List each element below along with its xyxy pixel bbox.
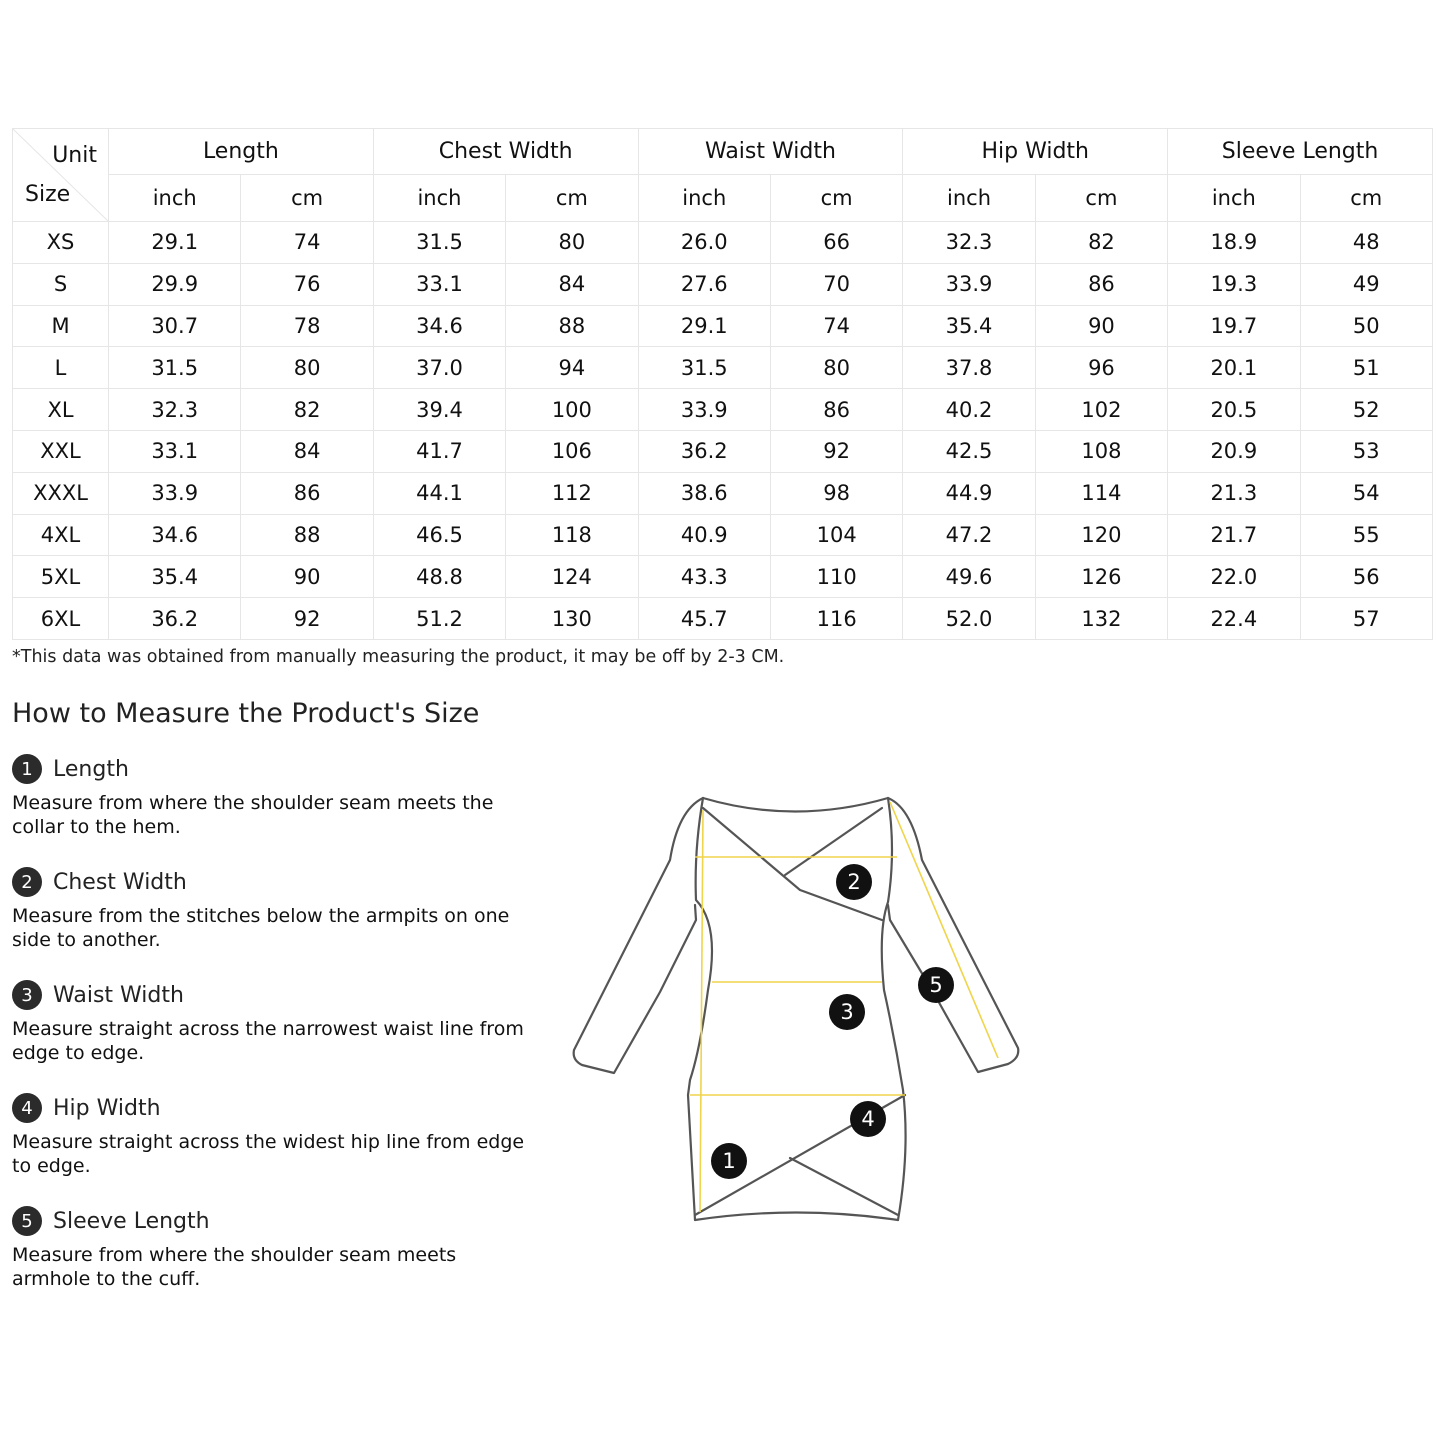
measurement-cell: 80	[770, 347, 902, 389]
number-badge-2-icon: 2	[12, 867, 42, 897]
unit-header: inch	[109, 175, 241, 222]
table-row	[13, 514, 1433, 556]
howto-item-chest-width	[12, 866, 532, 952]
measurement-cell: 118	[506, 514, 638, 556]
table-row	[13, 347, 1433, 389]
right-sleeve	[888, 798, 1018, 1072]
howto-item-description: Measure straight across the widest hip line from edge to edge.	[12, 1131, 525, 1177]
number-badge-5-icon: 5	[12, 1206, 42, 1236]
measurement-cell: 36.2	[638, 430, 770, 472]
right-body-edge	[882, 798, 906, 1220]
measurement-cell: 31.5	[638, 347, 770, 389]
number-badge-1-icon: 1	[12, 754, 42, 784]
measurement-cell: 80	[241, 347, 373, 389]
measurement-cell: 100	[506, 389, 638, 431]
size-cell: S	[13, 263, 109, 305]
unit-header: inch	[638, 175, 770, 222]
measurement-cell: 70	[770, 263, 902, 305]
size-cell: L	[13, 347, 109, 389]
measurement-cell: 29.1	[638, 305, 770, 347]
dress-measurement-diagram	[560, 780, 1040, 1240]
measurement-cell: 43.3	[638, 556, 770, 598]
measurement-cell: 51	[1300, 347, 1432, 389]
unit-header: cm	[506, 175, 638, 222]
neckline	[703, 798, 888, 812]
measurement-cell: 57	[1300, 598, 1432, 640]
marker-1-icon	[711, 1143, 747, 1179]
marker-3-icon	[829, 994, 865, 1030]
measurement-cell: 130	[506, 598, 638, 640]
measurement-cell: 29.9	[109, 263, 241, 305]
measurement-cell: 55	[1300, 514, 1432, 556]
measurement-cell: 88	[506, 305, 638, 347]
howto-item-hip-width	[12, 1092, 532, 1178]
measurement-cell: 104	[770, 514, 902, 556]
howto-item-description: Measure from where the shoulder seam meets armhole to the cuff.	[12, 1244, 457, 1290]
measurement-cell: 31.5	[109, 347, 241, 389]
measurement-cell: 116	[770, 598, 902, 640]
measurement-cell: 38.6	[638, 472, 770, 514]
measurement-cell: 48	[1300, 222, 1432, 264]
size-cell: XXXL	[13, 472, 109, 514]
howto-item-description: Measure from where the shoulder seam meets the collar to the hem.	[12, 792, 494, 838]
measurement-cell: 78	[241, 305, 373, 347]
howto-item-name: Waist Width	[53, 982, 184, 1008]
measurement-cell: 34.6	[373, 305, 505, 347]
header-sleeve-length: Sleeve Length	[1168, 129, 1433, 175]
wrap-line-upper-left	[703, 808, 882, 920]
hem	[695, 1213, 898, 1221]
measurement-cell: 90	[241, 556, 373, 598]
measurement-cell: 54	[1300, 472, 1432, 514]
unit-header-row	[13, 175, 1433, 222]
measurement-cell: 21.3	[1168, 472, 1300, 514]
table-row	[13, 263, 1433, 305]
measurement-cell: 32.3	[109, 389, 241, 431]
howto-item-length	[12, 753, 532, 839]
howto-item-waist-width	[12, 979, 532, 1065]
group-header-row	[13, 129, 1433, 175]
measurement-cell: 114	[1035, 472, 1167, 514]
left-sleeve	[574, 798, 703, 1073]
size-cell: M	[13, 305, 109, 347]
measurement-cell: 52	[1300, 389, 1432, 431]
measurement-cell: 102	[1035, 389, 1167, 431]
measurement-cell: 48.8	[373, 556, 505, 598]
measurement-cell: 44.1	[373, 472, 505, 514]
measurement-cell: 82	[241, 389, 373, 431]
svg-text:5: 5	[929, 973, 943, 997]
measurement-cell: 49.6	[903, 556, 1035, 598]
measurement-cell: 88	[241, 514, 373, 556]
svg-text:2: 2	[847, 870, 861, 894]
measurement-cell: 34.6	[109, 514, 241, 556]
measurement-cell: 41.7	[373, 430, 505, 472]
table-row	[13, 222, 1433, 264]
table-row	[13, 472, 1433, 514]
measurement-cell: 84	[241, 430, 373, 472]
measurement-cell: 40.9	[638, 514, 770, 556]
measurement-cell: 26.0	[638, 222, 770, 264]
measurement-cell: 20.5	[1168, 389, 1300, 431]
table-row	[13, 556, 1433, 598]
measurement-cell: 21.7	[1168, 514, 1300, 556]
measurement-cell: 106	[506, 430, 638, 472]
measurement-cell: 84	[506, 263, 638, 305]
measurement-cell: 56	[1300, 556, 1432, 598]
measurement-cell: 80	[506, 222, 638, 264]
size-cell: 5XL	[13, 556, 109, 598]
measurement-cell: 110	[770, 556, 902, 598]
size-cell: XS	[13, 222, 109, 264]
measurement-cell: 86	[770, 389, 902, 431]
measurement-cell: 92	[770, 430, 902, 472]
measurement-cell: 126	[1035, 556, 1167, 598]
measurement-cell: 33.9	[903, 263, 1035, 305]
wrap-line-lower-right	[790, 1158, 898, 1215]
length-guide-line	[700, 810, 703, 1212]
measurement-cell: 94	[506, 347, 638, 389]
diagram-markers	[711, 864, 954, 1179]
header-hip-width: Hip Width	[903, 129, 1168, 175]
measurement-cell: 86	[1035, 263, 1167, 305]
howto-item-sleeve-length	[12, 1205, 532, 1291]
howto-item-name: Sleeve Length	[53, 1208, 210, 1234]
measurement-cell: 45.7	[638, 598, 770, 640]
measurement-cell: 76	[241, 263, 373, 305]
measurement-cell: 20.9	[1168, 430, 1300, 472]
measurement-cell: 49	[1300, 263, 1432, 305]
table-row	[13, 305, 1433, 347]
measurement-cell: 50	[1300, 305, 1432, 347]
howto-item-description: Measure from the stitches below the armpits on one side to another.	[12, 905, 510, 951]
measurement-cell: 96	[1035, 347, 1167, 389]
wrap-line-upper-right	[785, 808, 882, 875]
measurement-cell: 86	[241, 472, 373, 514]
unit-size-corner-cell	[13, 129, 109, 222]
marker-5-icon	[918, 967, 954, 1003]
measurement-cell: 52.0	[903, 598, 1035, 640]
measurement-cell: 33.9	[109, 472, 241, 514]
size-cell: XL	[13, 389, 109, 431]
marker-2-icon	[836, 864, 872, 900]
sleeve-guide-line	[890, 802, 998, 1058]
measurement-cell: 66	[770, 222, 902, 264]
unit-header: cm	[770, 175, 902, 222]
howto-item-description: Measure straight across the narrowest waist line from edge to edge.	[12, 1018, 524, 1064]
unit-header: cm	[1035, 175, 1167, 222]
unit-header: cm	[241, 175, 373, 222]
measurement-cell: 74	[770, 305, 902, 347]
number-badge-4-icon: 4	[12, 1093, 42, 1123]
unit-header: inch	[373, 175, 505, 222]
svg-text:1: 1	[722, 1149, 736, 1173]
measurement-cell: 27.6	[638, 263, 770, 305]
table-row	[13, 430, 1433, 472]
dress-outline	[574, 798, 1019, 1220]
howto-item-name: Chest Width	[53, 869, 187, 895]
measurement-cell: 44.9	[903, 472, 1035, 514]
measurement-cell: 120	[1035, 514, 1167, 556]
measurement-cell: 82	[1035, 222, 1167, 264]
measurement-cell: 98	[770, 472, 902, 514]
measurement-cell: 30.7	[109, 305, 241, 347]
measurement-cell: 22.0	[1168, 556, 1300, 598]
measurement-disclaimer: *This data was obtained from manually measuring the product, it may be off by 2-3 CM.	[12, 647, 785, 667]
size-cell: XXL	[13, 430, 109, 472]
measurement-cell: 40.2	[903, 389, 1035, 431]
measurement-cell: 18.9	[1168, 222, 1300, 264]
measurement-cell: 37.8	[903, 347, 1035, 389]
measurement-cell: 47.2	[903, 514, 1035, 556]
measurement-cell: 20.1	[1168, 347, 1300, 389]
table-row	[13, 598, 1433, 640]
number-badge-3-icon: 3	[12, 980, 42, 1010]
measurement-cell: 74	[241, 222, 373, 264]
size-label: Size	[25, 182, 71, 207]
measurement-cell: 112	[506, 472, 638, 514]
measurement-cell: 108	[1035, 430, 1167, 472]
size-chart-table	[12, 128, 1433, 640]
measurement-cell: 132	[1035, 598, 1167, 640]
measurement-cell: 51.2	[373, 598, 505, 640]
unit-label: Unit	[52, 143, 97, 168]
measurement-cell: 39.4	[373, 389, 505, 431]
measurement-cell: 33.9	[638, 389, 770, 431]
size-cell: 6XL	[13, 598, 109, 640]
svg-text:4: 4	[861, 1107, 875, 1131]
size-cell: 4XL	[13, 514, 109, 556]
marker-4-icon	[850, 1101, 886, 1137]
header-length: Length	[109, 129, 374, 175]
measurement-cell: 124	[506, 556, 638, 598]
header-chest-width: Chest Width	[373, 129, 638, 175]
measurement-cell: 90	[1035, 305, 1167, 347]
measurement-cell: 33.1	[109, 430, 241, 472]
measurement-cell: 35.4	[109, 556, 241, 598]
measurement-cell: 31.5	[373, 222, 505, 264]
measurement-cell: 46.5	[373, 514, 505, 556]
measurement-cell: 19.7	[1168, 305, 1300, 347]
header-waist-width: Waist Width	[638, 129, 903, 175]
measurement-cell: 53	[1300, 430, 1432, 472]
measurement-cell: 33.1	[373, 263, 505, 305]
measurement-cell: 37.0	[373, 347, 505, 389]
measurement-cell: 92	[241, 598, 373, 640]
unit-header: cm	[1300, 175, 1432, 222]
howto-title: How to Measure the Product's Size	[12, 698, 480, 729]
unit-header: inch	[1168, 175, 1300, 222]
measurement-cell: 29.1	[109, 222, 241, 264]
measurement-cell: 19.3	[1168, 263, 1300, 305]
howto-item-name: Hip Width	[53, 1095, 161, 1121]
measurement-cell: 36.2	[109, 598, 241, 640]
measurement-cell: 42.5	[903, 430, 1035, 472]
svg-text:3: 3	[840, 1000, 854, 1024]
table-row	[13, 389, 1433, 431]
measurement-cell: 32.3	[903, 222, 1035, 264]
measurement-cell: 22.4	[1168, 598, 1300, 640]
unit-header: inch	[903, 175, 1035, 222]
measurement-cell: 35.4	[903, 305, 1035, 347]
howto-item-name: Length	[53, 756, 129, 782]
